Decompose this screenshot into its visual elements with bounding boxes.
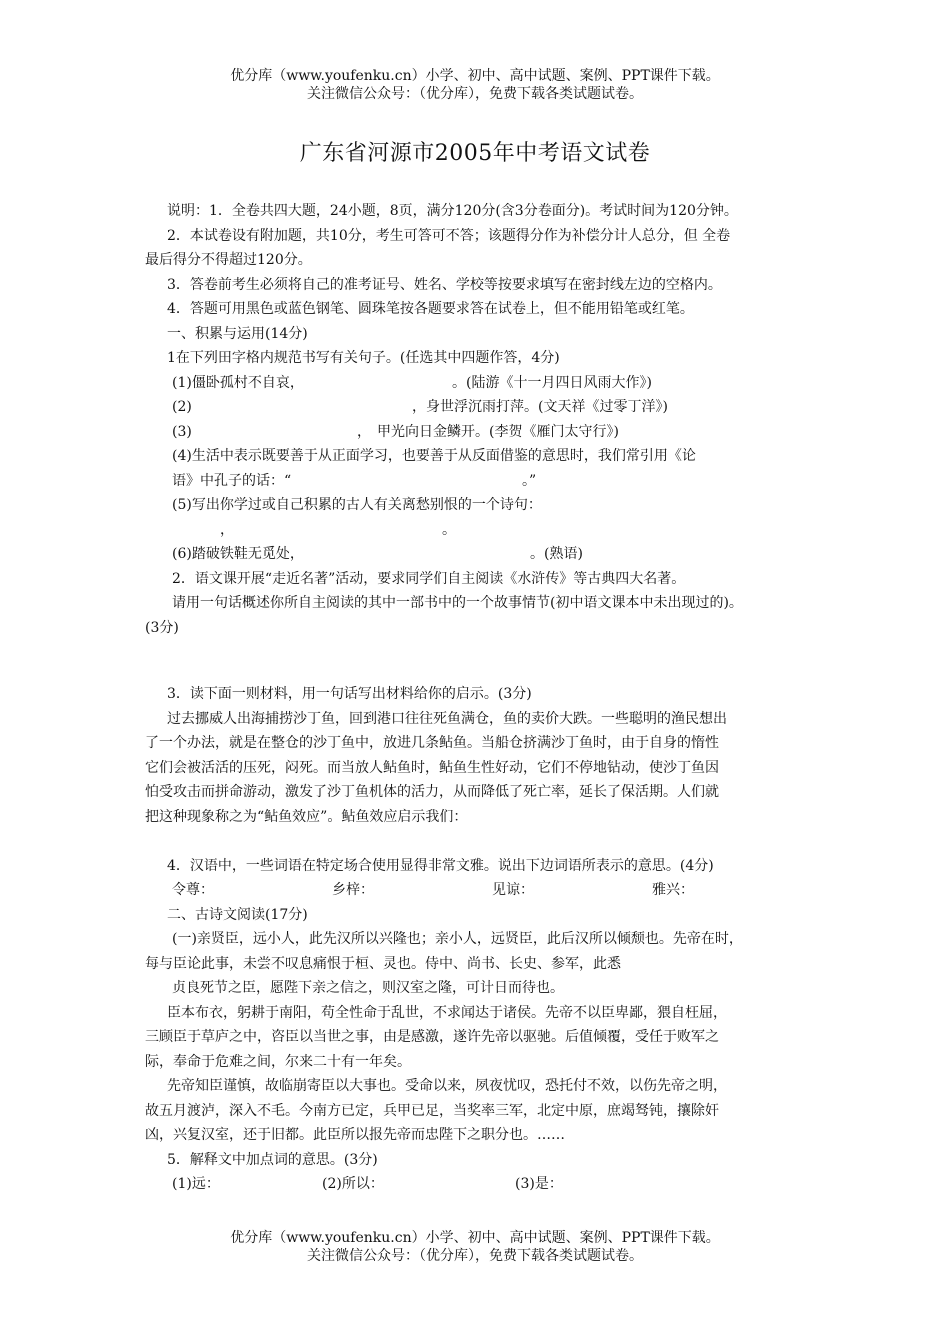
q2-line-1: 2．语文课开展“走近名著”活动，要求同学们自主阅读《水浒传》等古典四大名著。 [172, 570, 686, 587]
q1-item-4-end: 。” [522, 472, 537, 489]
q1-item-1 [145, 371, 815, 396]
classic-passage-1: (一)亲贤臣，远小人，此先汉所以兴隆也；亲小人，远贤臣，此后汉所以倾颓也。先帝在时， [172, 931, 743, 947]
q3-passage-5: 把这种现象称之为“鲇鱼效应”。鲇鱼效应启示我们： [145, 808, 468, 825]
q1-item-3-text: 甲光向日金鳞开。(李贺《雁门太守行》) [377, 423, 619, 440]
q4-term-4: 雅兴： [652, 882, 694, 898]
q3-line-1: 3．读下面一则材料，用一句话写出材料给你的启示。(3分) [167, 686, 532, 702]
q1-item-6 [145, 542, 815, 567]
q1-item-3-num: (3) [172, 423, 192, 440]
q4-terms [145, 878, 815, 903]
classic-passage-5: 三顾臣于草庐之中，咨臣以当世之事，由是感激，遂许先帝以驱驰。后值倾覆，受任于败军之 [145, 1029, 719, 1045]
classic-passage-2: 每与臣论此事，未尝不叹息痛恨于桓、灵也。侍中、尚书、长史、参军，此悉 [145, 955, 621, 972]
classic-passage-6: 际，奉命于危难之间，尔来二十有一年矣。 [145, 1053, 411, 1070]
q4-term-1: 令尊： [172, 882, 214, 898]
classic-passage-8: 故五月渡泸，深入不毛。今南方已定，兵甲已足，当奖率三军，北定中原，庶竭驽钝，攘除奸 [145, 1102, 719, 1119]
q5-items [145, 1172, 815, 1197]
classic-passage-7: 先帝知臣谨慎，故临崩寄臣以大事也。受命以来，夙夜忧叹，恐托付不效，以伤先帝之明， [167, 1078, 727, 1094]
q1-intro: 1在下列田字格内规范书写有关句子。(任选其中四题作答，4分) [167, 350, 560, 366]
q1-item-5-blank [145, 518, 815, 543]
q1-item-4-quote: 语》中孔子的话：“ [172, 472, 292, 489]
q2-line-3: (3分) [145, 619, 179, 636]
instruction-4: 4．答题可用黑色或蓝色钢笔、圆珠笔按各题要求答在试卷上，但不能用铅笔或红笔。 [167, 301, 694, 317]
q2-line-2: 请用一句话概述你所自主阅读的其中一部书中的一个故事情节(初中语文课本中未出现过的)。 [172, 595, 743, 611]
footer-line-2: 关注微信公众号：（优分库），免费下载各类试题试卷。 [307, 1248, 643, 1264]
q1-item-2-text: ，身世浮沉雨打萍。(文天祥《过零丁洋》) [412, 399, 668, 415]
q1-item-1-source: 。(陆游《十一月四日风雨大作》) [452, 374, 652, 391]
section-1-heading: 一、积累与运用(14分) [167, 325, 308, 342]
page-title: 广东省河源市2005年中考语文试卷 [299, 141, 651, 166]
q3-passage-2: 了一个办法，就是在整仓的沙丁鱼中，放进几条鲇鱼。当船仓挤满沙丁鱼时，由于自身的惰性 [145, 735, 719, 751]
q1-item-3 [145, 420, 815, 445]
instruction-2-cont: 最后得分不得超过120分。 [145, 252, 312, 268]
q1-item-3-comma: ， [357, 423, 371, 440]
q3-passage-3: 它们会被活活的压死，闷死。而当放人鲇鱼时，鲇鱼生性好动，它们不停地钻动，使沙丁鱼因 [145, 759, 719, 776]
q4-term-3: 见谅： [492, 882, 534, 898]
section-2-heading: 二、古诗文阅读(17分) [167, 906, 308, 923]
q1-item-2-num: (2) [172, 399, 192, 415]
q1-item-5: (5)写出你学过或自己积累的古人有关离愁别恨的一个诗句： [172, 497, 542, 513]
q5-line-1: 5．解释文中加点词的意思。(3分) [167, 1151, 378, 1168]
q1-item-5-end: 。 [442, 521, 456, 538]
header-line-1: 优分库（www.youfenku.cn）小学、初中、高中试题、案例、PPT课件下载。 [230, 68, 720, 84]
classic-passage-3: 贞良死节之臣，愿陛下亲之信之，则汉室之隆，可计日而待也。 [172, 980, 564, 996]
q3-passage-1: 过去挪威人出海捕捞沙丁鱼，回到港口往往死鱼满仓，鱼的卖价大跌。一些聪明的渔民想出 [167, 710, 727, 727]
q1-item-4-cont [145, 469, 815, 494]
instruction-2: 2．本试卷设有附加题，共10分，考生可答可不答；该题得分作为补偿分计人总分，但 全卷 [167, 227, 731, 244]
q4-line-1: 4．汉语中，一些词语在特定场合使用显得非常文雅。说出下边词语所表示的意思。(4分) [167, 857, 714, 874]
q1-item-1-text: (1)僵卧孤村不自哀， [172, 374, 304, 391]
classic-passage-4: 臣本布衣，躬耕于南阳，苟全性命于乱世，不求闻达于诸侯。先帝不以臣卑鄙，猥自枉屈， [167, 1004, 727, 1021]
q1-item-5-comma: ， [220, 521, 234, 538]
header-line-2: 关注微信公众号：（优分库），免费下载各类试题试卷。 [307, 86, 643, 102]
instruction-1: 说明：1．全卷共四大题，24小题，8页，满分120分(含3分卷面分)。考试时间为120分钟。 [167, 203, 738, 219]
q1-item-6-source: 。(熟语) [530, 546, 583, 562]
q5-item-2: (2)所以： [322, 1176, 384, 1192]
q5-item-3: (3)是： [515, 1176, 563, 1192]
q1-item-6-text: (6)踏破铁鞋无觅处， [172, 546, 304, 562]
instruction-3: 3．答卷前考生必须将自己的准考证号、姓名、学校等按要求填写在密封线左边的空格内。 [167, 276, 722, 293]
footer-line-1: 优分库（www.youfenku.cn）小学、初中、高中试题、案例、PPT课件下载。 [230, 1230, 720, 1246]
exam-body [145, 199, 815, 1197]
q3-passage-4: 怕受攻击而拼命游动，激发了沙丁鱼机体的活力，从而降低了死亡率，延长了保活期。人们就 [145, 784, 719, 800]
q5-item-1: (1)远： [172, 1176, 220, 1192]
q1-item-2 [145, 395, 815, 420]
classic-passage-9: 凶，兴复汉室，还于旧都。此臣所以报先帝而忠陛下之职分也。…… [145, 1127, 565, 1143]
q1-item-4: (4)生活中表示既要善于从正面学习，也要善于从反面借鉴的意思时，我们常引用《论 [172, 448, 696, 464]
q4-term-2: 乡梓： [332, 882, 374, 898]
